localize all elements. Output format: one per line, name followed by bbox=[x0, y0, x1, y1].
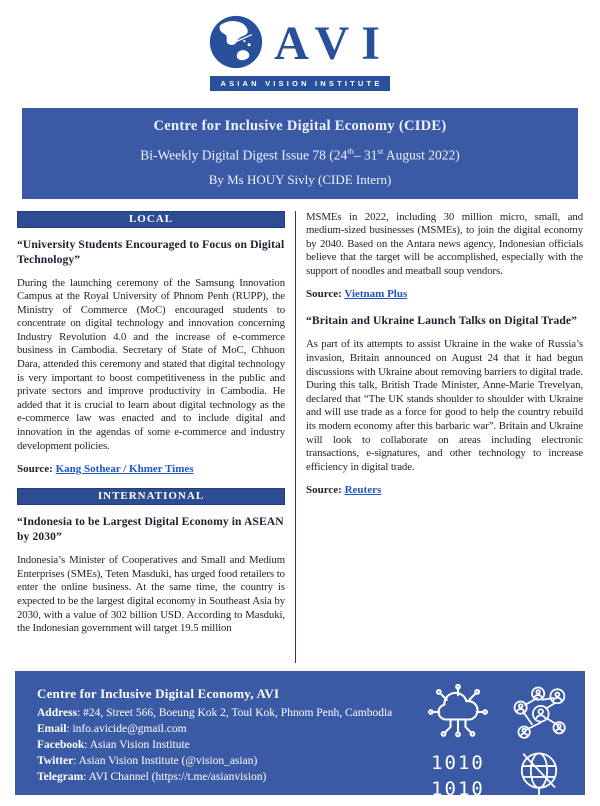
footer-icon-grid bbox=[425, 684, 569, 800]
binary-line-1: 1010 bbox=[431, 751, 485, 774]
binary-line-2: 1010 bbox=[431, 777, 485, 800]
people-network-icon bbox=[511, 684, 567, 740]
source-label: Source: bbox=[306, 288, 345, 301]
left-column bbox=[17, 211, 285, 663]
footer-title: Centre for Inclusive Digital Economy, AVI bbox=[37, 685, 280, 701]
digest-body bbox=[17, 211, 583, 663]
article-body-indonesia: Indonesia’s Minister of Cooperatives and Small and Medium Enterprises (SMEs), Teten Masduki, has urged food retailers to enter the online business. At the same time, the country is expected to be the largest digital economy in Southeast Asia by 2030, with a value of 302 billion USD. According to Masduki, the Indonesian government will target 19.5 million bbox=[17, 554, 285, 635]
globe-asia-icon bbox=[208, 14, 264, 75]
source-link-vietnam-plus[interactable]: Vietnam Plus bbox=[344, 288, 408, 301]
section-header-local: LOCAL bbox=[17, 211, 285, 228]
article-body-indonesia-continued: MSMEs in 2022, including 30 million micro, small, and medium-sized businesses (MSMEs), to join the digital economy by 2040. Based on the Antara news agency, Indonesian officials believe that the target will be accomplished, especially with the support of noodles and meatball soup vendors. bbox=[306, 210, 583, 277]
banner-issue-line: Bi-Weekly Digital Digest Issue 78 (24th– 31st August 2022) bbox=[140, 146, 460, 163]
source-line bbox=[306, 484, 583, 496]
cloud-network-icon bbox=[427, 684, 489, 740]
source-link-khmer-times[interactable]: Kang Sothear / Khmer Times bbox=[55, 463, 194, 476]
desk-globe-icon bbox=[510, 746, 568, 806]
logo-subtitle-bar: ASIAN VISION INSTITUTE bbox=[210, 76, 390, 91]
source-label: Source: bbox=[306, 484, 345, 497]
article-title-university-students: “University Students Encouraged to Focus on Digital Technology” bbox=[17, 237, 285, 266]
footer-telegram-line: Telegram: AVI Channel (https://t.me/asianvision) bbox=[37, 771, 267, 784]
footer-email-line: Email: info.avicide@gmail.com bbox=[37, 722, 187, 735]
issue-banner bbox=[22, 108, 578, 199]
article-body-britain-ukraine: As part of its attempts to assist Ukraine in the wake of Russia’s invasion, Britain announced on August 24 that it had begun discussions with Ukraine about removing barriers to digital trade. During this talk, British Trade Minister, Anne-Marie Trevelyan, declared that “The UK stands shoulder to shoulder with Ukraine and will use trade as a force for good to help the country rebuild its modern economy after this barbaric war”. Britain and Ukraine will look to collaborate on areas including electronic transactions, e-signatures, and other technology to increase efficiency in digital trade. bbox=[306, 338, 583, 473]
footer-twitter-line: Twitter: Asian Vision Institute (@vision_asian) bbox=[37, 755, 258, 768]
banner-title: Centre for Inclusive Digital Economy (CIDE) bbox=[153, 118, 447, 134]
source-link-reuters[interactable]: Reuters bbox=[344, 484, 382, 497]
column-divider bbox=[295, 211, 296, 663]
article-body-university-students: During the launching ceremony of the Samsung Innovation Campus at the Royal University of Phnom Penh (RUPP), the Ministry of Commerce (MoC) encouraged students to concentrate on digital technology and innovation concerning Industry Revolution 4.0 and the increase of e-commerce business in Cambodia. Secretary of State of MoC, Chhuon Dara, attended this ceremony and stated that digital technology is very important to boost competitiveness in the public and private sectors and improve productivity in Cambodia. He added that it is crucial to learn about digital technology as the e-commerce law was enacted and to include digital and innovation in the agendas of some e-commerce and industry development policies. bbox=[17, 276, 285, 452]
contact-info bbox=[37, 684, 392, 783]
right-column bbox=[306, 211, 583, 663]
page-header bbox=[0, 0, 600, 104]
banner-author: By Ms HOUY Sivly (CIDE Intern) bbox=[208, 171, 392, 187]
binary-digits bbox=[431, 750, 485, 802]
footer-address-line: Address: #24, Street 566, Boeung Kok 2, Toul Kok, Phnom Penh, Cambodia bbox=[37, 706, 393, 719]
source-line bbox=[17, 463, 285, 475]
avi-logo bbox=[210, 14, 390, 104]
contact-footer bbox=[15, 671, 585, 800]
source-label: Source: bbox=[17, 463, 56, 476]
source-line bbox=[306, 288, 583, 300]
logo-wordmark: AVI bbox=[274, 17, 392, 70]
article-title-britain-ukraine: “Britain and Ukraine Launch Talks on Digital Trade” bbox=[306, 314, 578, 328]
article-title-indonesia: “Indonesia to be Largest Digital Economy in ASEAN by 2030” bbox=[17, 515, 284, 544]
section-header-international: INTERNATIONAL bbox=[17, 488, 285, 505]
footer-facebook-line: Facebook: Asian Vision Institute bbox=[37, 738, 190, 751]
